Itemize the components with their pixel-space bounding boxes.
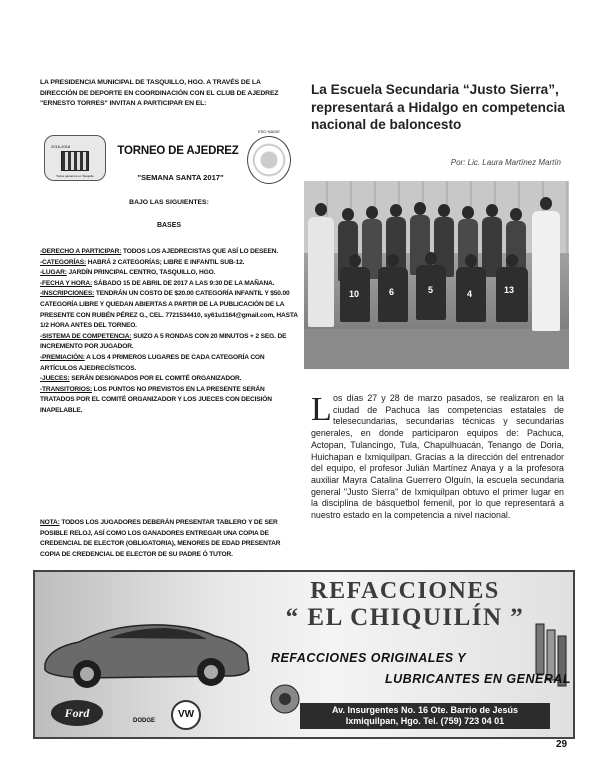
coach-figure (532, 211, 560, 331)
rule-item (40, 268, 298, 279)
person-head (342, 208, 354, 221)
person-head (510, 208, 522, 221)
rule-text: TODOS LOS AJEDRECISTAS QUE ASÍ LO DESEEN. (121, 248, 279, 255)
jersey-number: 13 (504, 285, 515, 295)
rule-item (40, 374, 298, 385)
rule-label: -DERECHO A PARTICIPAR: (40, 248, 122, 255)
bases-heading: BASES (156, 222, 182, 229)
clutch-disc-icon (270, 684, 300, 714)
rule-text: HABRÁ 2 CATEGORÍAS; LIBRE E INFANTIL SUB-12. (86, 258, 245, 266)
ad-address-line-2: Ixmiquilpan, Hgo. Tel. (759) 723 04 01 (345, 716, 505, 726)
rule-item (40, 353, 298, 374)
nota-text: TODOS LOS JUGADORES DEBERÁN PRESENTAR TABLERO Y DE SER POSIBLE RELOJ, ASÍ COMO LOS GANADORES ENTREGAR UNA COPIA DE CREDENCIAL DE ELECTOR (OBLIGATORIA), MENORES DE EDAD PRESENTAR COPIA DE CREDENCIAL DE ELECTOR DE SU PADRE Ó TUTOR. (40, 519, 281, 558)
car-icon (39, 612, 253, 692)
team-photo (304, 181, 569, 369)
rule-label: -PREMIACIÓN: (40, 353, 85, 361)
jersey-number: 4 (467, 289, 473, 299)
person-head (540, 197, 552, 210)
ad-tagline-1: REFACCIONES ORIGINALES Y (271, 651, 467, 665)
ford-logo: Ford (51, 700, 103, 726)
ad-business-name: “ EL CHIQUILÍN ” (285, 604, 525, 631)
rule-label: -SISTEMA DE COMPETENCIA: (40, 332, 132, 340)
person-head (414, 202, 426, 215)
article-body-text: os días 27 y 28 de marzo pasados, se realizaron en la ciudad de Pachuca las competencias estatales de telesecundarias, secundarias técnicas y secundarias generales, en donde participaron equipos de: Pachuca, Actopan, Tulancingo, Tula, Chapulhuacán, Tenango de Doria, Huichapan e Ixmiquilpan. Gracias a la dirección del entrenador del equipo, el profesor Julián Martínez Anaya y a la profesora auxiliar Mayra Catalina Guerrero Olguín, la escuela secundaria general "Justo Sierra" de Ixmiquilpan obtuvo el primer lugar en la disciplina de básquetbol femenil, por lo que representará a nuestro estado en la competencia a nivel nacional. (311, 393, 564, 521)
rule-item (40, 385, 298, 417)
rule-label: -LUGAR: (40, 269, 67, 277)
person-head (486, 204, 498, 217)
jersey-number: 5 (428, 285, 434, 295)
chess-logo-caption: Todos ganamos en Tasquillo (56, 174, 94, 178)
rule-text: TENDRÁN UN COSTO DE $20.00 CATEGORÍA INFANTIL Y $50.00 CATEGORÍA LIBRE Y QUEDAN ABIERTAS A PARTIR DE LA PUBLICACIÓN DE LA PRESENTE CON RUBÉN PÉREZ G., CEL. 7721534410, sy61u1164@gmail.com, HASTA 1/2 HORA ANTES DEL TORNEO. (40, 290, 298, 330)
jersey-number: 6 (389, 287, 395, 297)
rules-list (40, 247, 298, 417)
ad-address-line-1: Av. Insurgentes No. 16 Ote. Barrio de Jesús (331, 705, 519, 715)
rule-text: JARDÍN PRINCIPAL CENTRO, TASQUILLO, HGO. (66, 269, 216, 277)
vw-logo: VW (171, 700, 201, 730)
rule-text: A LOS 4 PRIMEROS LUGARES DE CADA CATEGORÍA CON ARTÍCULOS AJEDRECÍSTICOS. (40, 353, 265, 372)
rule-item (40, 332, 298, 353)
page-number: 29 (556, 739, 568, 750)
person-head (462, 206, 474, 219)
article-body (311, 393, 564, 522)
refacciones-ad (33, 570, 575, 739)
chessboard-icon (61, 151, 89, 171)
municipal-seal (246, 129, 292, 189)
ad-title: REFACCIONES (310, 578, 500, 604)
person-head (425, 252, 437, 265)
nota-label: NOTA: (40, 519, 60, 526)
rule-label: -CATEGORÍAS: (40, 258, 87, 266)
seal-caption: ESO NADIE (258, 129, 280, 134)
rule-item (40, 258, 298, 269)
drop-cap: L (311, 391, 332, 428)
photo-floor (304, 329, 569, 369)
rule-label: -JUECES: (40, 375, 70, 383)
rule-label: -INSCRIPCIONES: (40, 290, 95, 298)
person-head (390, 204, 402, 217)
coach-figure (308, 217, 334, 327)
person-head (315, 203, 327, 216)
bajo-las-siguientes: BAJO LAS SIGUIENTES: (129, 199, 209, 206)
tournament-title: TORNEO DE AJEDREZ (117, 145, 239, 157)
rule-item (40, 247, 298, 258)
tournament-subtitle: "SEMANA SANTA 2017" (137, 173, 224, 182)
article-byline: Por: Lic. Laura Martínez Martín (450, 158, 561, 167)
ad-tagline-2: LUBRICANTES EN GENERAL (385, 672, 572, 686)
chess-club-logo (44, 135, 106, 181)
jersey-number: 10 (349, 289, 360, 299)
person-head (465, 254, 477, 267)
person-head (387, 254, 399, 267)
dodge-logo: DODGE (132, 718, 155, 724)
person-head (506, 254, 518, 267)
person-head (349, 254, 361, 267)
chess-intro (40, 78, 298, 110)
article-title: La Escuela Secundaria “Justo Sierra”, representará a Hidalgo en competencia nacional de baloncesto (311, 82, 565, 132)
chess-logo-year: 2016-2018 (51, 144, 71, 149)
rule-text: LOS PUNTOS NO PREVISTOS EN LA PRESENTE SERÁN TRATADOS POR EL COMITÉ ORGANIZADOR Y LOS JUECES CON DECISIÓN INAPELABLE. (40, 385, 272, 414)
chess-intro-text: LA PRESIDENCIA MUNICIPAL DE TASQUILLO, HGO. A TRAVÉS DE LA DIRECCIÓN DE DEPORTE EN COORDINACIÓN CON EL CLUB DE AJEDREZ "ERNESTO TORRES" INVITAN A PARTICIPAR EN EL: (40, 79, 279, 107)
person-head (438, 204, 450, 217)
ad-address (300, 703, 550, 729)
rule-label: -TRANSITORIOS: (40, 385, 92, 393)
rule-label: -FECHA Y HORA: (40, 279, 92, 287)
rule-item (40, 289, 298, 331)
rule-text: SÁBADO 15 DE ABRIL DE 2017 A LAS 9:30 DE LA MAÑANA. (92, 279, 275, 287)
person-head (366, 206, 378, 219)
rule-text: SUIZO A 5 RONDAS CON 20 MINUTOS + 2 SEG. DE INCREMENTO POR JUGADOR. (40, 332, 287, 351)
seal-emblem-icon (247, 136, 291, 184)
nota-block (40, 518, 298, 560)
rule-item (40, 279, 298, 290)
rule-text: SERÁN DESIGNADOS POR EL COMITÉ ORGANIZADOR. (69, 375, 242, 383)
